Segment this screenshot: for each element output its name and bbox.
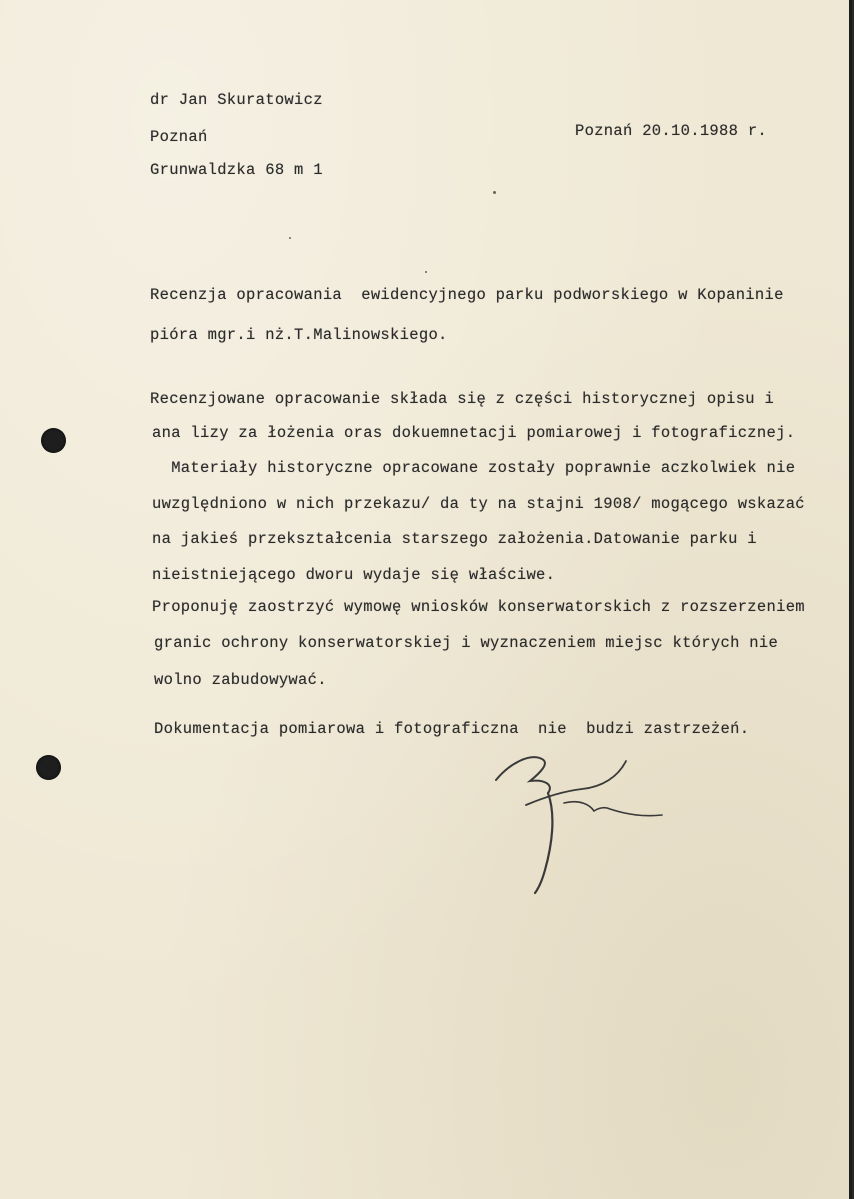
body-line: na jakieś przekształcenia starszego założenia.Datowanie parku i (152, 530, 757, 548)
punch-hole-top (41, 428, 66, 453)
paper-fleck (425, 271, 427, 273)
sender-name: dr Jan Skuratowicz (150, 91, 323, 109)
closing-line: Dokumentacja pomiarowa i fotograficzna nie budzi zastrzeżeń. (154, 720, 750, 738)
body-line: Materiały historyczne opracowane zostały poprawnie aczkolwiek nie (152, 459, 796, 477)
paper-fleck (289, 237, 291, 239)
sender-city: Poznań (150, 128, 208, 146)
body-line: ana lizy za łożenia oras dokuemnetacji pomiarowej i fotograficznej. (152, 424, 796, 442)
date-line: Poznań 20.10.1988 r. (575, 122, 768, 140)
body-line: granic ochrony konserwatorskiej i wyznaczeniem miejsc których nie (154, 634, 779, 652)
body-line: wolno zabudowywać. (154, 671, 327, 689)
subject-line: pióra mgr.i nż.T.Malinowskiego. (150, 326, 448, 344)
sender-street: Grunwaldzka 68 m 1 (150, 161, 323, 179)
page-edge-shadow (849, 0, 852, 1199)
body-line: uwzględniono w nich przekazu/ da ty na stajni 1908/ mogącego wskazać (152, 495, 805, 513)
body-line: nieistniejącego dworu wydaje się właściwe. (152, 566, 556, 584)
handwritten-signature (490, 745, 670, 905)
punch-hole-bottom (36, 755, 61, 780)
body-line: Proponuję zaostrzyć wymowę wniosków konserwatorskich z rozszerzeniem (152, 598, 805, 616)
paper-fleck (493, 191, 496, 194)
subject-line: Recenzja opracowania ewidencyjnego parku podworskiego w Kopaninie (150, 286, 784, 304)
body-line: Recenzjowane opracowanie składa się z części historycznej opisu i (150, 390, 775, 408)
